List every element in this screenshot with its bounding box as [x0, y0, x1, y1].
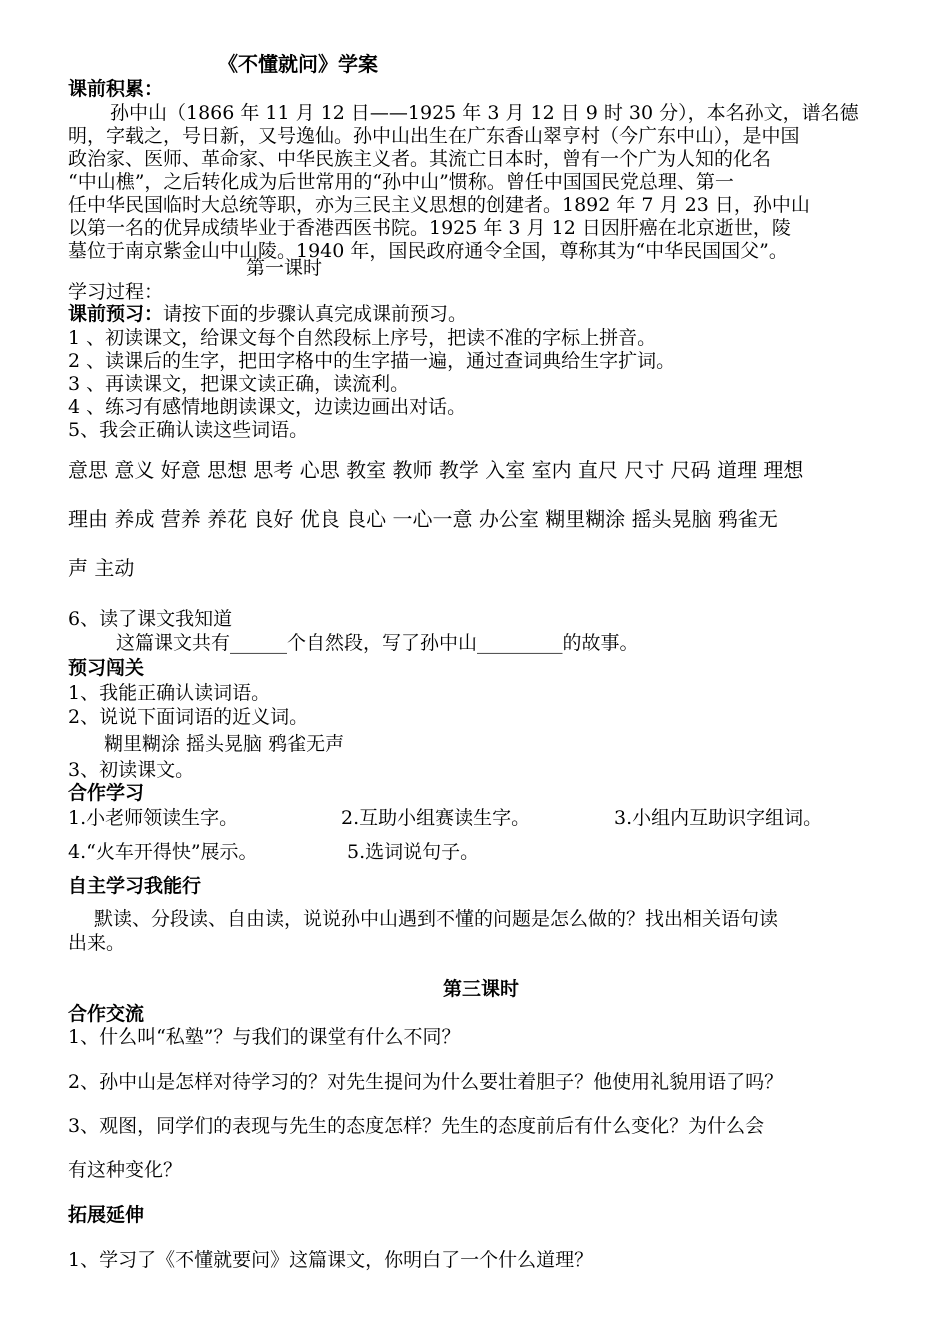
- coop-item-1: 1.小老师领读生字。: [68, 807, 239, 829]
- exchange-q1: 1、什么叫“私塾”？与我们的课堂有什么不同？: [68, 1026, 461, 1048]
- process-label: 学习过程：: [68, 281, 164, 303]
- bio-line-4: “中山樵”，之后转化成为后世常用的“孙中山”惯称。曾任中国国民党总理、第一: [68, 171, 734, 193]
- word-list-line-2: 理由 养成 营养 养花 良好 优良 良心 一心一意 办公室 糊里糊涂 摇头晃脑 鸦雀无: [68, 507, 778, 531]
- bio-line-3: 政治家、医师、革命家、中华民族主义者。其流亡日本时，曾有一个广为人知的化名: [68, 148, 772, 170]
- coop-item-5: 5.选词说句子。: [347, 841, 480, 863]
- bio-line-2: 明，字载之，号日新，又号逸仙。孙中山出生在广东香山翠亨村（今广东中山），是中国: [68, 125, 800, 147]
- self-study-line-2: 出来。: [68, 932, 126, 954]
- coop-item-3: 3.小组内互助识字组词。: [614, 807, 823, 829]
- preview-step-5: 5、我会正确认读这些词语。: [68, 419, 309, 441]
- checkpoint-heading: 预习闯关: [68, 657, 145, 679]
- preview-intro: 请按下面的步骤认真完成课前预习。: [163, 303, 468, 325]
- word-list-line-1: 意思 意义 好意 思想 思考 心思 教室 教师 教学 入室 室内 直尺 尺寸 尺码 道理 理想: [68, 458, 804, 482]
- preview-heading: 课前预习：: [68, 303, 164, 325]
- preview-step-1: 1 、初读课文，给课文每个自然段标上序号，把读不准的字标上拼音。: [68, 327, 657, 349]
- lesson-1-label: 第一课时: [246, 257, 323, 279]
- bio-line-7: 墓位于南京紫金山中山陵。1940 年，国民政府通令全国，尊称其为“中华民国国父”。: [68, 240, 788, 262]
- extension-q1: 1、学习了《不懂就要问》这篇课文，你明白了一个什么道理？: [68, 1249, 594, 1271]
- coop-heading: 合作学习: [68, 782, 145, 804]
- checkpoint-item-3: 3、初读课文。: [68, 759, 195, 781]
- exchange-q3-line-2: 有这种变化？: [68, 1159, 183, 1181]
- page-title: 《不懂就问》学案: [218, 52, 378, 76]
- word-list-line-3: 声 主动: [68, 556, 135, 580]
- preview-step-2: 2 、读课后的生字，把田字格中的生字描一遍，通过查词典给生字扩词。: [68, 350, 676, 372]
- coop-item-4: 4.“火车开得快”展示。: [68, 841, 258, 863]
- self-study-heading: 自主学习我能行: [68, 875, 202, 897]
- exchange-heading: 合作交流: [68, 1003, 145, 1025]
- bio-line-5: 任中华民国临时大总统等职，亦为三民主义思想的创建者。1892 年 7 月 23 日，孙中山: [68, 194, 810, 216]
- item-6-fill-blank: 这篇课文共有______个自然段，写了孙中山_________的故事。: [116, 632, 639, 654]
- pre-accumulation-heading: 课前积累：: [68, 78, 164, 100]
- item-6: 6、读了课文我知道: [68, 608, 233, 630]
- exchange-q2: 2、孙中山是怎样对待学习的？对先生提问为什么要壮着胆子？他使用礼貌用语了吗？: [68, 1071, 784, 1093]
- checkpoint-item-2: 2、说说下面词语的近义词。: [68, 706, 309, 728]
- preview-line: [68, 302, 467, 326]
- exchange-q3-line-1: 3、观图，同学们的表现与先生的态度怎样？先生的态度前后有什么变化？为什么会: [68, 1115, 765, 1137]
- extension-heading: 拓展延伸: [68, 1204, 145, 1226]
- preview-step-4: 4 、练习有感情地朗读课文，边读边画出对话。: [68, 396, 467, 418]
- checkpoint-item-1: 1、我能正确认读词语。: [68, 682, 271, 704]
- self-study-line-1: 默读、分段读、自由读，说说孙中山遇到不懂的问题是怎么做的？找出相关语句读: [94, 908, 779, 930]
- coop-item-2: 2.互助小组赛读生字。: [341, 807, 531, 829]
- bio-line-1: 孙中山（1866 年 11 月 12 日——1925 年 3 月 12 日 9 时 30 分），本名孙文，谱名德: [110, 102, 859, 124]
- bio-line-6: 以第一名的优异成绩毕业于香港西医书院。1925 年 3 月 12 日因肝癌在北京逝世，陵: [68, 217, 791, 239]
- lesson-3-label: 第三课时: [443, 978, 520, 1000]
- synonym-words: 糊里糊涂 摇头晃脑 鸦雀无声: [104, 733, 345, 755]
- preview-step-3: 3 、再读课文，把课文读正确，读流利。: [68, 373, 410, 395]
